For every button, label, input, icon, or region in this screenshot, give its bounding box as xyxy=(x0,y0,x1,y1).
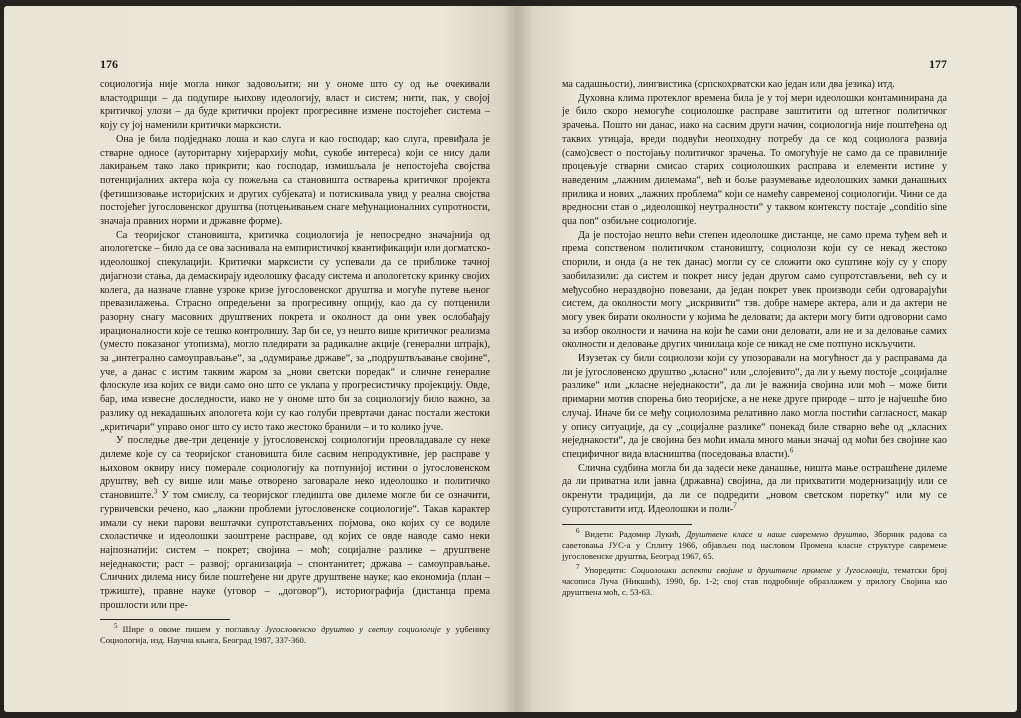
footnote-ref: 6 xyxy=(789,446,794,455)
paragraph xyxy=(562,352,947,462)
footnote xyxy=(562,562,947,598)
footnote-marker: 7 xyxy=(576,562,580,571)
footnote-text: , тематски број часописа Луча (Никшић), 1990, бр. 1-2; свој став подробније образлажем у прилогу Својина као друштвена моћ, с. 53-63. xyxy=(562,564,947,597)
paragraph: ма садашњости), лингвистика (српскохрватски као један или два језика) итд. xyxy=(562,79,895,90)
paragraph: социологија није могла никог задовољити; ни у ономе што су од ње очекивали властодршци – да подупире њихову идеологију, власт и систем; нити, пак, у својој критичкој улози – да буде критички пројект прогресивне измене постојећег система – коју су јој наменили критички марксисти. xyxy=(100,79,490,132)
paragraph xyxy=(562,462,947,517)
paragraph: Духовна клима протеклог времена била је у тој мери идеолошки контаминирана да је било скоро немогуће социолошке расправе заштитити од штетног политичког зрачења. Пошто ни данас, иако на сасвим други начин, социологија није поштеђена од таквих утицаја, вреди подвући неопходну потребу да се код социолога развија (само)свест о постојању политичког зрачења. То омогућује не само да се правилније процењује стварни смисао старих социолошких расправа и елементи истине у наведеним „лажним дилемама“, већ и боље разумевање идеолошких замки данашњих прилика и нових „лажних проблема“ који се намећу савременој социологији. Чини се да вредносни став о „идеолошкој неутралности“ у таквом контексту постаје „conditio sine qua non“ озбиљне социологије. xyxy=(562,92,947,228)
footnote-title: Друштвене класе и наше савремено друштво xyxy=(685,528,867,539)
footnote-ref: 3 xyxy=(153,487,158,496)
footnote-ref: 7 xyxy=(733,501,737,510)
footnote-text: , Зборник радова са саветовања ЈУС-а у Сплиту 1966, објављен под насловом Промена класне структуре савремене југословенске друштва, Београд 1967, 65. xyxy=(562,528,947,561)
footnotes-right xyxy=(562,526,947,598)
footnote-marker: 6 xyxy=(576,526,580,535)
footnote xyxy=(100,624,490,646)
left-page xyxy=(4,6,518,712)
right-page xyxy=(518,6,1017,712)
footnote-marker: 5 xyxy=(114,622,118,631)
paragraph-text: У последње две-три деценије у југословенској социологији преовладавале су неке дилеме које су са теоријског становишта биле сасвим непродуктивне, јер расправе у њиховом оквиру нису померале социологију ка потпунијој истини о југословенском друштву, већ су више или мање отворено заговарале неко идеолошко и политичко становиште. xyxy=(100,435,490,502)
footnote-divider xyxy=(562,524,692,525)
footnote-text: Шире о овоме пишем у поглављу xyxy=(122,624,266,635)
footnote-divider xyxy=(100,619,230,620)
footnote-text: Упоредити: xyxy=(584,564,631,575)
footnote-text: Видети: Радомир Лукић, xyxy=(584,528,686,539)
book-spread xyxy=(4,6,1017,712)
paragraph-text: Изузетак су били социолози који су упозоравали на могућност да у расправама да ли је југословенско друштво „класно“ или „слојевито“, да ли у њему постоје „социјалне разлике“ или „класне неједнакости“, да ли је важнија својина или моћ – може бити примарни мотив спорења био теоријске, а не неке друге природе – што је најчешће био случај. Иначе би се међу социолозима релативно лако могла постићи сагласност, макар у опису ситуације, да су „социјалне разлике“ понекад биле стварно веће од „класних неједнакости“, да је својина без моћи имала много мањи значај од моћи без својине као специфичног вида власништва (поседовања власти). xyxy=(562,353,947,460)
footnote-title: Југословенско друштво у светлу социологије xyxy=(265,624,441,635)
footnote-title: Социолошки аспекти својине и друштвене промене у Југославији xyxy=(630,564,888,575)
paragraph-text: Слична судбина могла би да задеси неке данашње, ништа мање острашћене дилеме да ли приватна или јавна (државна) својина, да ли прихватити модернизацију или се окренути традицији, да ли се подредити „новом светском поретку“ или му се супротставити итд. Идеолошки и поли- xyxy=(562,462,947,515)
paragraph-text: У том смислу, са теоријског гледишта ове дилеме могле би се означити, гурвичевски речено, као „лажни проблеми југословенске социологије“. Такав карактер имали су неки парови вештачки супротстављених појмова, око којих су се водиле схоластичке и идеолошки заоштрене расправе, од којих се овде наводе само неки најпознатији: систем – покрет; својина – моћ; социјалне разлике – друштвене неједнакости; раст – развој; организација – спонтанитет; држава – самоуправљање. Сличних дилема нису биле поштеђене ни друге друштвене науке; као економија (план – тржиште), правне науке (уговор – „договор“), историографија (дистанца према прошлости или пре- xyxy=(100,490,490,611)
page-number-left: 176 xyxy=(100,57,118,71)
right-page-body xyxy=(562,78,947,517)
paragraph: Она је била подједнако лоша и као слуга и као господар; као слуга, превиђала је стварне односе (ауторитарну хијерархију моћи, сукобе интереса) који се нису дали лакирањем тако лако прикрити; као господар, измишљала је непостојећа својства потенцијалних актера која су пожељна са становишта остварења критичког пројекта (фетишизовање историјских и других субјеката) и потискивала увид у реална својства постојећег југословенског друштва (потцењивањем снаге међунационалних супротности, значаја правних норми и државне форме). xyxy=(100,133,490,228)
paragraph xyxy=(100,434,490,612)
page-number-right: 177 xyxy=(929,57,947,71)
left-page-body xyxy=(100,78,490,612)
footnote-text: у уџбенику Социологија, изд. Научна књига, Београд 1987, 337-360. xyxy=(100,624,490,646)
paragraph: Да је постојао нешто већи степен идеолошке дистанце, не само према туђем већ и према сопственом политичком становишту, социолози који су се некад жестоко спорили, и онда (а не тек данас) могли су се сложити око суштине коју су у спору заобилазили: да систем и покрет нису један другом само супротстављени, већ су и међусобно нераздвојно повезани, да један покрет увек производи себи одговарајући систем, да околности могу „искривити“ тзв. добре намере актера, али и да актери не могу увек бирати околности у којима ће деловати; да актери могу бити одговорни само за избор околности и начина на који ће сами они деловати, али не и за деловање самих околности и деловање других чинилаца које се никад не сме потпуно искључити. xyxy=(562,229,947,351)
paragraph: Са теоријског становишта, критичка социологија је непосредно значајнија од апологетске – било да се ова заснивала на емпиристичкој квантификацији или догматско-идеолошкој спекулацији. Критички марксисти су успевали да се приближе тачној дијагнози стања, да демаскирају идеолошку фасаду система и апологетску кринку својих колега, да назначе главне узроке кризе југословенског друштва и могуће путеве њеног превазилажења. Страсно опредељени за прогресивну опцију, као да су потценили разорну снагу масовних друштвених покрета и околност да они увек ослобађају ирационалности које се тешко контролишу. Зар би се, уз нешто више критичког реализма (уместо показаног утопизма), могло пледирати за радикалне акције (генерални штрајк), за „интегрално самоуправљање“, за „одумирање државе“, за „подруштвљавање својине“, уче, а данас с истим таквим жаром за „нови светски поредак“ и сличне генералне флоскуле иза којих се види само оно што се уклапа у прогресистичку пројекцију. Овде, бар, има извесне доследности, иако не у ономе што би за социологију било важно, за разлику од некадашњих апологета који су као голуби превртачи данас постали жестоки „критичари“ управо оног што су исто тако жестоко бранили – и то колико јуче. xyxy=(100,229,490,433)
footnotes-left xyxy=(100,624,490,646)
footnote xyxy=(562,526,947,562)
